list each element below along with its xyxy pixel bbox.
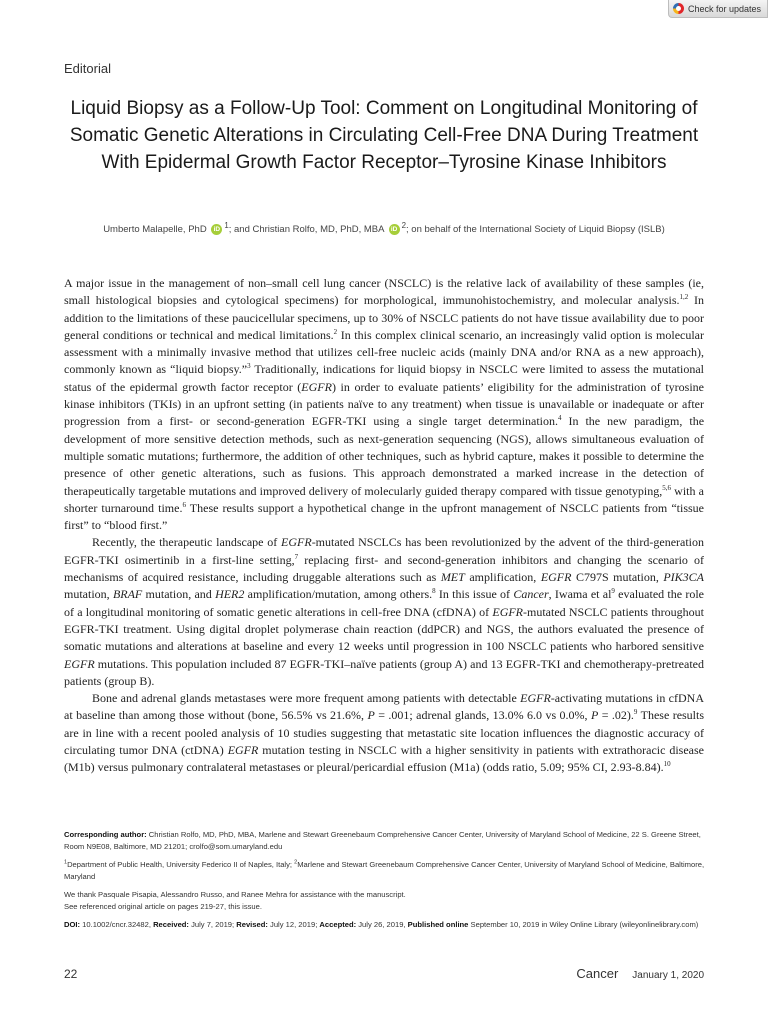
author-rolfo: ; and Christian Rolfo, MD, PhD, MBA: [228, 224, 384, 236]
article-notes: [64, 829, 708, 938]
crossmark-icon: [673, 3, 684, 14]
check-for-updates-label: Check for updates: [688, 3, 762, 14]
paragraph-2: Recently, the therapeutic landscape of EGFR-mutated NSCLCs has been revolutionized by the advent of the third-generation EGFR-TKI osimertinib in a first-line setting,$^7$ replacing first- and second-generation inhibitors and changing the scenario of mechanisms of acquired resistance, including druggable alterations such as MET amplification, EGFR C797S mutation, PIK3CA mutation, BRAF mutation, and HER2 amplification/mutation, among others.$^8$ In this issue of Cancer, Iwama et $al^9$ evaluated the role of a longitudinal monitoring of somatic genetic alterations in cell-free DNA (cfDNA) of EGFR-mutated NSCLC patients throughout EGFR-TKI treatment. Using digital droplet polymerase chain reaction (ddPCR) and NGS, the authors evaluated the presence of somatic mutations and alterations at baseline and every 12 weeks until progression in 100 NSCLC patients who harbored sensitive EGFR mutations. This population included 87 EGFR-TKI–naïve patients (group A) and 13 EGFR-TKI and chemotherapy-pretreated patients (group B).: [64, 535, 705, 688]
related-article: See referenced original article on pages 219-27, this issue.: [64, 901, 262, 911]
section-label: Editorial: [64, 61, 111, 76]
article-body: [64, 275, 704, 777]
article-title: Liquid Biopsy as a Follow-Up Tool: Comment on Longitudinal Monitoring of Somatic Genetic Alterations in Circulating Cell-Free DNA During Treatment With Epidermal Growth Factor Receptor–Tyrosine Kinase Inhibitors: [69, 98, 699, 173]
affiliation-mark: 1: [224, 221, 229, 230]
acknowledgment: We thank Pasquale Pisapia, Alessandro Russo, and Ranee Mehra for assistance with the manuscript.: [64, 890, 406, 899]
doi-line: DOI: 10.1002/cncr.32482, Received: July 7, 2019; Revised: July 12, 2019; Accepted: July 26, 2019, Published online September 10, 2019 in Wiley Online Library (wileyonlinelibrary.com): [64, 920, 699, 929]
journal-name: Cancer: [576, 966, 619, 981]
orcid-icon[interactable]: iD: [211, 224, 222, 235]
author-group: ; on behalf of the International Society of Liquid Biopsy (ISLB): [406, 224, 665, 236]
page-footer: [64, 966, 704, 981]
author-line: [64, 218, 704, 237]
page-number: 22: [64, 967, 78, 981]
issue-date: January 1, 2020: [632, 970, 704, 981]
affiliations: $^1$Department of Public Health, University Federico II of Naples, Italy; $^2$Marlene and Stewart Greenebaum Comprehensive Cancer Center, University of Maryland School of Medicine, Baltimore, Maryland: [64, 859, 705, 881]
paragraph-3: Bone and adrenal glands metastases were more frequent among patients with detectable EGFR-activating mutations in cfDNA at baseline than among those without (bone, 56.5% vs 21.6%, P = .001; adrenal glands, 13.0% 6.0 vs 0.0%, P = .02).$^9$ These results are in line with a recent pooled analysis of 10 studies suggesting that metastatic site location influences the diagnostic accuracy of circulating tumor DNA (ctDNA) EGFR mutation testing in NSCLC with a higher sensitivity in patients with extrathoracic disease (M1b) versus pulmonary contralateral metastases or pleural/pericardial effusion (M1a) (odds ratio, 5.09; 95% CI, 2.93-8.84).$^{10}$: [64, 691, 705, 775]
orcid-icon[interactable]: iD: [389, 224, 400, 235]
corresponding-author: Corresponding author: Christian Rolfo, MD, PhD, MBA, Marlene and Stewart Greenebaum Comprehensive Cancer Center, University of Maryland School of Medicine, 22 S. Greene Street, Room N9E08, Baltimore, MD 21201; crolfo@som.umaryland.edu: [64, 830, 701, 851]
check-for-updates-button[interactable]: [668, 0, 768, 18]
author-malapelle: Umberto Malapelle, PhD: [103, 224, 207, 236]
paragraph-1: A major issue in the management of non–small cell lung cancer (NSCLC) is the relative lack of availability of these samples (ie, small histological biopsies and cytological specimens) for morphological, immunohistochemistry, and molecular analysis.$^{1,2}$ In addition to the limitations of these paucicellular specimens, up to 30% of NSCLC patients do not have tissue availability due to poor general conditions or technical and medical limitations.$^2$ In this complex clinical scenario, an increasingly valid option is molecular assessment with a minimally invasive method that utilizes cell-free nucleic acids (mainly DNA and/or RNA as a new approach), commonly known as “liquid biopsy.”$^3$ Traditionally, indications for liquid biopsy in NSCLC were limited to assess the mutational status of the epidermal growth factor receptor (EGFR) in order to evaluate patients’ eligibility for the administration of tyrosine kinase inhibitors (TKIs) in an upfront setting (in patients naïve to any treatment) when tissue is unavailable or inadequate or after progression from a first- or second-generation EGFR-TKI using a single target determination.$^4$ In the new paradigm, the development of more sensitive detection methods, such as next-generation sequencing (NGS), allows simultaneous evaluation of multiple somatic mutations; furthermore, the addition of other techniques, such as hybrid capture, makes it possible to determine the presence of other genetic alterations, such as fusions. This approach demonstrated a marked increase in the detection of therapeutically targetable mutations and improved delivery of molecularly guided therapy compared with tissue genotyping,$^{5,6}$ with a shorter turnaround time.$^6$ These results support a hypothetical change in the upfront management of NSCLC patients from “tissue first” to “blood first.”: [64, 276, 705, 533]
affiliation-mark: 2: [401, 221, 407, 230]
